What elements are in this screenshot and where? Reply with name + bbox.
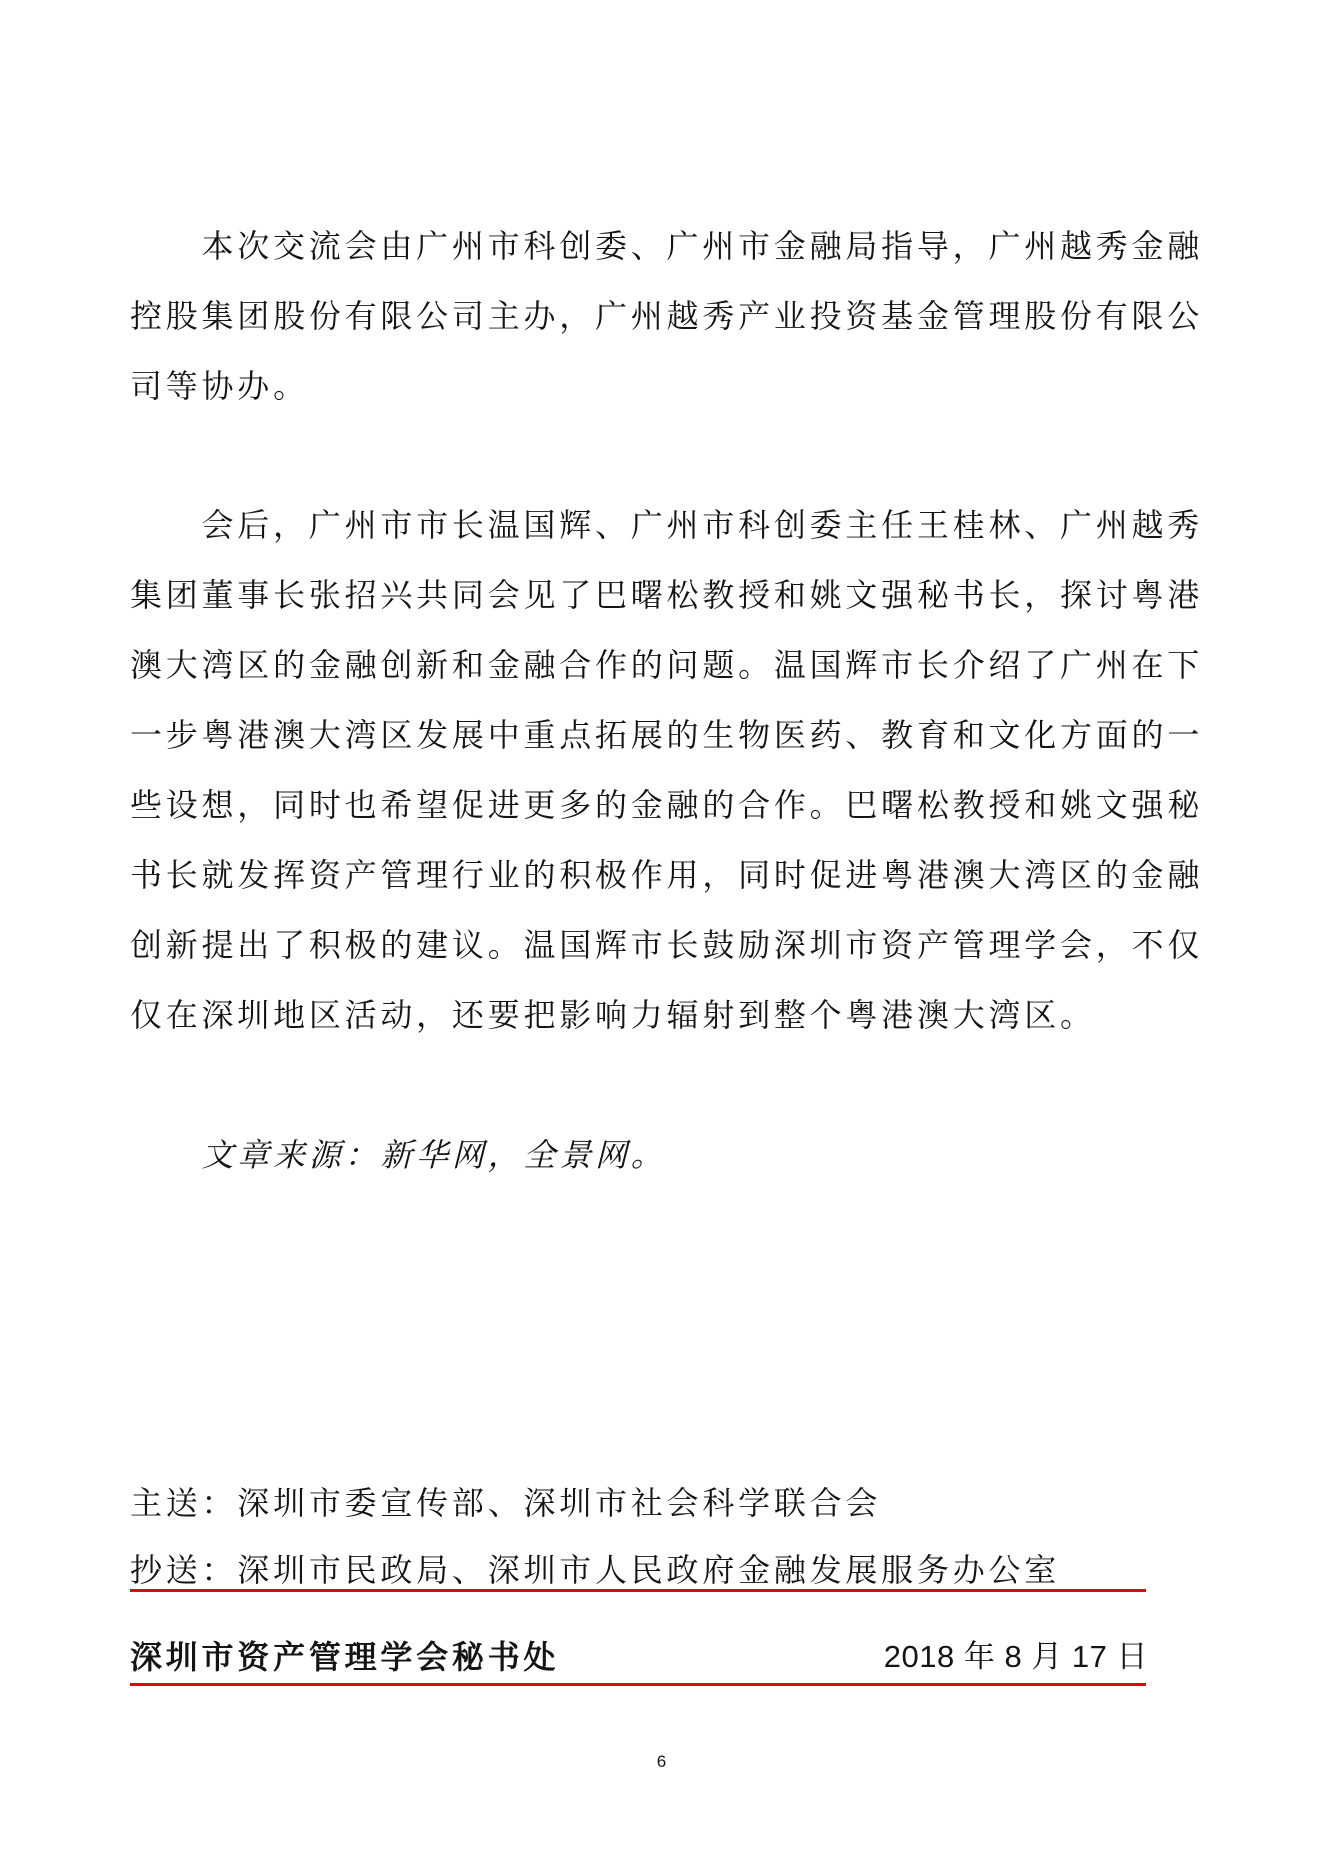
article-source: [130, 1120, 1220, 1190]
paragraph-line: 一步粤港澳大湾区发展中重点拓展的生物医药、教育和文化方面的一: [130, 716, 1204, 754]
paragraph-line: 创新提出了积极的建议。温国辉市长鼓励深圳市资产管理学会，不仅: [130, 926, 1204, 964]
main-recipients-text: 主送：深圳市委宣传部、深圳市社会科学联合会: [130, 1484, 882, 1522]
article-source-text: 文章来源：新华网，全景网。: [201, 1136, 667, 1174]
paragraph-line: 些设想，同时也希望促进更多的金融的合作。巴曙松教授和姚文强秘: [130, 786, 1204, 824]
red-rule: [130, 1589, 1146, 1592]
paragraph-line: 澳大湾区的金融创新和金融合作的问题。温国辉市长介绍了广州在下: [130, 646, 1204, 684]
issuer-name: 深圳市资产管理学会秘书处: [130, 1638, 560, 1676]
cc-recipients-text: 抄送：深圳市民政局、深圳市人民政府金融发展服务办公室: [130, 1551, 1061, 1589]
issue-date: 2018 年 8 月 17 日: [883, 1639, 1148, 1674]
paragraph-line: 集团董事长张招兴共同会见了巴曙松教授和姚文强秘书长，探讨粤港: [130, 576, 1204, 614]
paragraph-line: 控股集团股份有限公司主办，广州越秀产业投资基金管理股份有限公: [130, 297, 1204, 335]
paragraph-line: 司等协办。: [130, 367, 309, 405]
main-recipients: [130, 1468, 1220, 1538]
cc-recipients: [130, 1535, 1220, 1605]
issuer-footer: [130, 1622, 1148, 1692]
paragraph-post-meeting: [130, 490, 1220, 1050]
paragraph-meeting-organizers: [130, 211, 1220, 421]
paragraph-line: 书长就发挥资产管理行业的积极作用，同时促进粤港澳大湾区的金融: [130, 856, 1204, 894]
page-number: 6: [656, 1752, 667, 1771]
red-rule: [130, 1683, 1146, 1686]
paragraph-line: 仅在深圳地区活动，还要把影响力辐射到整个粤港澳大湾区。: [130, 996, 1096, 1034]
paragraph-line: 会后，广州市市长温国辉、广州市科创委主任王桂林、广州越秀: [201, 506, 1204, 544]
paragraph-line: 本次交流会由广州市科创委、广州市金融局指导，广州越秀金融: [201, 227, 1204, 265]
